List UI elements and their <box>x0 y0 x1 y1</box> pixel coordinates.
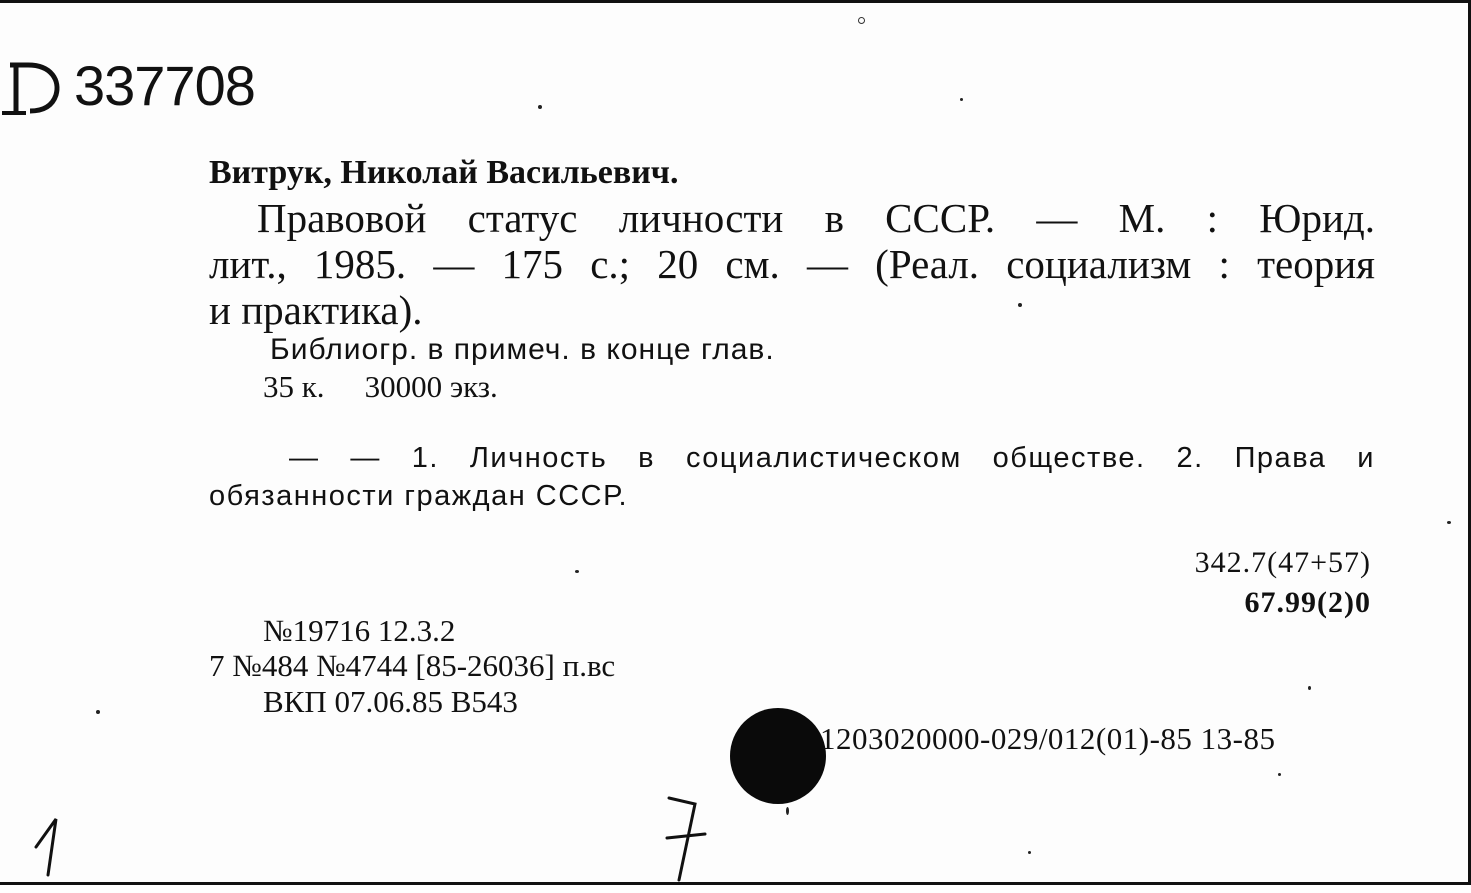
call-number-stamp <box>0 51 300 121</box>
accession-line-2: 7 №484 №4744 [85-26036] п.вс <box>209 648 616 683</box>
punch-hole <box>730 708 826 804</box>
title-line-3: и практика). <box>209 287 423 333</box>
handwritten-seven-icon <box>655 788 715 888</box>
classification <box>1195 543 1371 623</box>
speck <box>1308 686 1311 690</box>
handwritten-one-icon <box>30 813 70 883</box>
title-line-1: Правовой статус личности в СССР. — М. : Юрид. <box>257 195 1375 241</box>
price: 35 к. <box>263 369 325 404</box>
bracket-d-icon <box>0 51 70 121</box>
speck <box>960 98 963 101</box>
publisher-code: 1203020000-029/012(01)-85 13-85 <box>820 721 1276 756</box>
handwritten-mark-left <box>30 813 70 888</box>
subjects-line-2: обязанности граждан СССР. <box>209 480 629 512</box>
accession-line-3: ВКП 07.06.85 В543 <box>263 684 518 719</box>
title-statement <box>209 195 1375 333</box>
subjects-line-1: — — 1. Личность в социалистическом обществе. 2. Права и <box>289 442 1375 474</box>
subject-headings <box>209 439 1375 515</box>
handwritten-mark-center <box>655 788 715 893</box>
speck <box>1018 303 1022 307</box>
copies: 30000 экз. <box>364 369 498 404</box>
author-heading: Витрук, Николай Васильевич. <box>209 154 679 191</box>
bibliography-note: Библиогр. в примеч. в конце глав. <box>270 333 775 366</box>
speck <box>786 807 789 815</box>
speck <box>1278 773 1281 776</box>
class-number-bbk: 67.99(2)0 <box>1244 586 1371 619</box>
speck <box>858 17 865 24</box>
speck <box>575 570 579 573</box>
speck <box>1028 851 1031 854</box>
accession-line-1: №19716 12.3.2 <box>263 613 456 648</box>
price-copies <box>263 369 498 405</box>
speck <box>1447 521 1451 524</box>
class-number-udc: 342.7(47+57) <box>1194 546 1371 579</box>
speck <box>96 710 100 714</box>
call-number: 337708 <box>74 54 255 117</box>
title-line-2: лит., 1985. — 175 с.; 20 см. — (Реал. социализм : теория <box>209 241 1375 287</box>
speck <box>538 105 542 109</box>
